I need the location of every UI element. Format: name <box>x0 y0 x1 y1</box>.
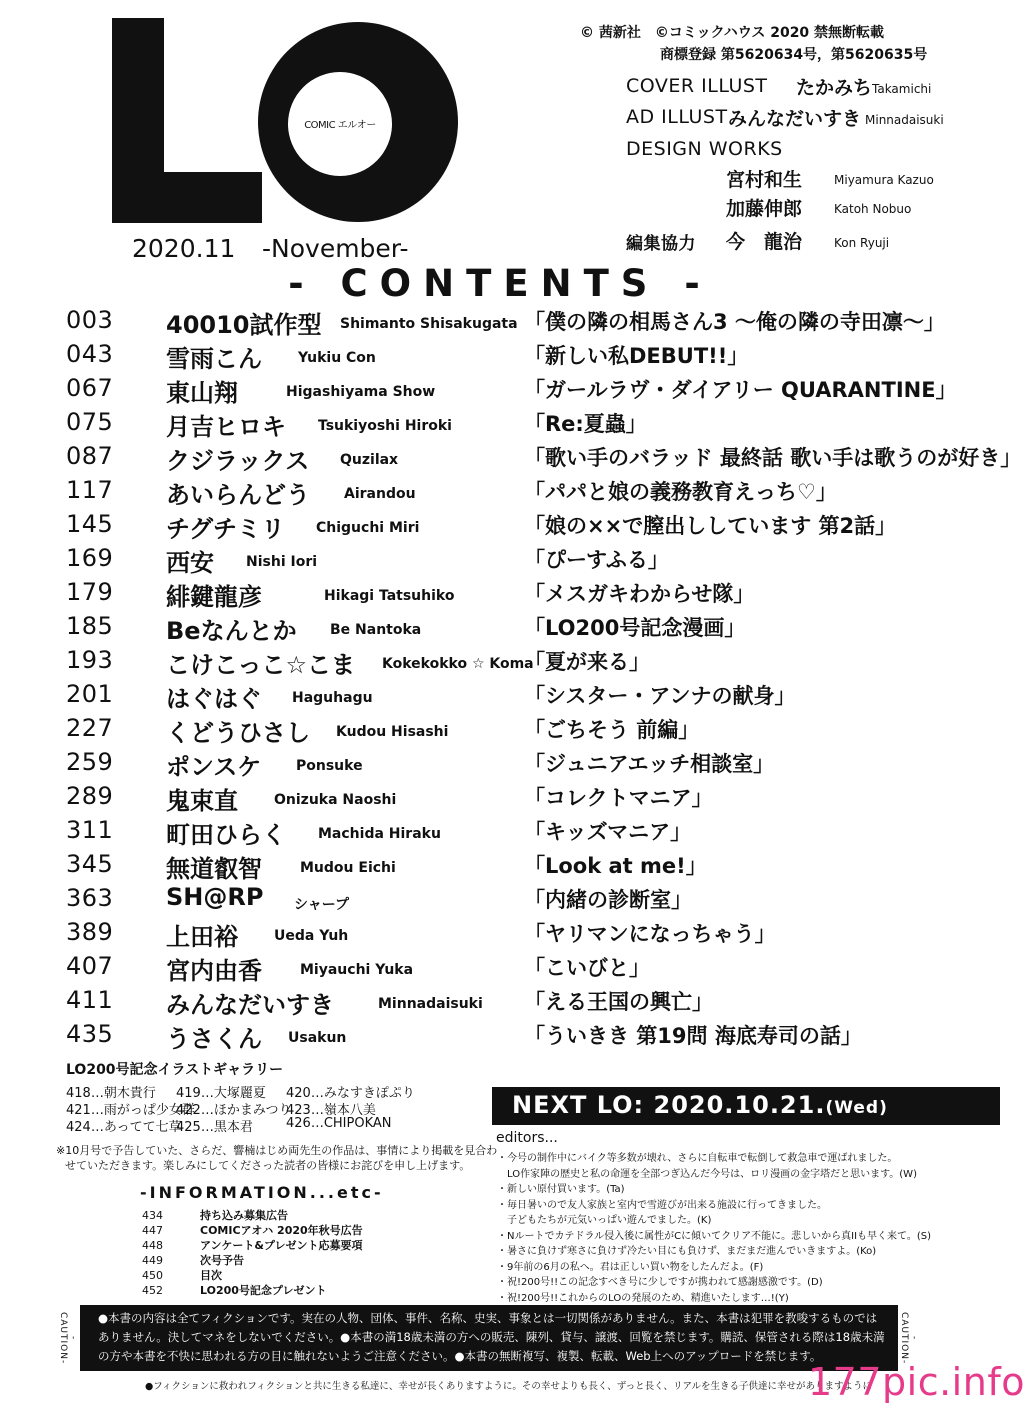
edit-cooperation-label: 編集協力 <box>626 234 696 254</box>
toc-page-number: 311 <box>66 816 114 844</box>
toc-work-title: 「Look at me!」 <box>524 854 707 878</box>
toc-work-title: 「ヤリマンになっちゃう」 <box>524 922 776 946</box>
information-page: 434 <box>142 1209 163 1222</box>
editor-comment-line: ・祝!200号!!これからのLOの発展のため、精進いたします…!(Y) <box>497 1292 789 1304</box>
gallery-item: 418…朝木貴行 <box>66 1086 156 1101</box>
toc-page-number: 075 <box>66 408 114 436</box>
next-issue-banner <box>492 1087 1000 1125</box>
next-issue-text <box>512 1091 888 1119</box>
notice-line-1: ※10月号で予告していた、さらだ、響楠はじめ両先生の作品は、事情により掲載を見合わ <box>56 1144 498 1157</box>
toc-page-number: 201 <box>66 680 114 708</box>
editor-comment-line: ・祝!200号!!この記念すべき号に少しですが携われて感謝感激です。(D) <box>497 1277 823 1288</box>
gallery-item: 421…雨がっぱ少女群 <box>66 1103 195 1118</box>
information-label: 次号予告 <box>200 1254 244 1267</box>
information-item <box>142 1267 222 1283</box>
information-item <box>142 1207 288 1223</box>
toc-page-number: 185 <box>66 612 114 640</box>
information-item <box>142 1252 244 1268</box>
toc-work-title: 「内緒の診断室」 <box>524 888 692 912</box>
toc-work-title: 「キッズマニア」 <box>524 820 692 844</box>
editor-comment-line: ・毎日暑いので友人家族と室内で雪遊びが出来る施設に行ってきました。 <box>497 1199 827 1211</box>
toc-work-title: 「夏が来る」 <box>524 650 650 674</box>
design-romaji-1: Miyamura Kazuo <box>834 173 934 187</box>
toc-author: あいらんどう <box>166 481 310 509</box>
toc-author-romaji: Chiguchi Miri <box>316 520 420 536</box>
toc-row <box>66 306 996 340</box>
toc-author: 緋鍵龍彦 <box>166 583 262 611</box>
toc-work-title: 「ういきき 第19問 海底寿司の話」 <box>524 1024 862 1048</box>
toc-page-number: 003 <box>66 306 114 334</box>
toc-row <box>66 918 996 952</box>
toc-author: クジラックス <box>166 447 310 475</box>
toc-author: くどうひさし <box>166 719 310 747</box>
copyright-line: © 茜新社 ©コミックハウス 2020 禁無断転載 <box>580 25 885 41</box>
toc-page-number: 087 <box>66 442 114 470</box>
toc-row <box>66 748 996 782</box>
toc-author: 鬼束直 <box>166 787 238 815</box>
toc-author: 上田裕 <box>166 923 238 951</box>
toc-work-title: 「メスガキわからせ隊」 <box>524 582 755 606</box>
design-name-1: 宮村和生 <box>726 169 803 191</box>
gallery-item: 422…ほかまみつり <box>176 1103 292 1118</box>
toc-author-romaji: Ueda Yuh <box>274 928 349 944</box>
toc-author-romaji: Nishi Iori <box>246 554 318 570</box>
toc-row <box>66 782 996 816</box>
toc-author-romaji: Machida Hiraku <box>318 826 441 842</box>
toc-author-romaji: Kudou Hisashi <box>336 724 449 740</box>
toc-page-number: 411 <box>66 986 114 1014</box>
toc-row <box>66 816 996 850</box>
ad-illust-label: AD ILLUST <box>626 106 728 128</box>
cover-illust-name: たかみち <box>796 77 873 99</box>
edit-cooperation-name: 今 龍治 <box>726 231 803 253</box>
toc-row <box>66 714 996 748</box>
toc-work-title: 「ジュニアエッチ相談室」 <box>524 752 775 776</box>
toc-work-title: 「Re:夏蟲」 <box>524 412 647 436</box>
gallery-item: 426…CHIPOKAN <box>286 1116 392 1131</box>
toc-page-number: 043 <box>66 340 114 368</box>
toc-author: SH@RP <box>166 883 264 911</box>
toc-author-romaji: Miyauchi Yuka <box>300 962 414 978</box>
toc-page-number: 179 <box>66 578 114 606</box>
toc-author: 雪雨こん <box>166 345 262 373</box>
toc-work-title: 「僕の隣の相馬さん3 ～俺の隣の寺田凛～」 <box>524 310 945 334</box>
toc-work-title: 「新しい私DEBUT!!」 <box>524 344 749 368</box>
toc-row <box>66 986 996 1020</box>
design-name-2: 加藤伸郎 <box>726 198 803 220</box>
toc-author-romaji: Usakun <box>288 1030 347 1046</box>
footer-message: ●フィクションに救われフィクションと共に生きる私達に、幸せが長くありますように。その幸せよりも長く、ずっと長く、リアルを生きる子供達に幸せがありますように <box>145 1381 873 1392</box>
logo-letter-l-foot <box>112 172 262 223</box>
edit-cooperation-romaji: Kon Ryuji <box>834 236 890 250</box>
toc-author: 東山翔 <box>166 379 238 407</box>
toc-page-number: 389 <box>66 918 114 946</box>
toc-author-romaji: シャープ <box>294 897 350 913</box>
information-label: 持ち込み募集広告 <box>200 1209 288 1222</box>
caution-line-1: ●本書の内容は全てフィクションです。実在の人物、団体、事件、名称、史実、事象とは一切関係がありません。また、本書は犯罪を教唆するものでは <box>98 1311 878 1325</box>
caution-line-2: ありません。決してマネをしないでください。●本書の満18歳未満の方への販売、陳列、貸与、譲渡、回覧を禁じます。購読、保管される際は18歳未満 <box>98 1330 885 1344</box>
toc-page-number: 145 <box>66 510 114 538</box>
toc-author: ポンスケ <box>166 753 262 781</box>
toc-page-number: 117 <box>66 476 114 504</box>
toc-row <box>66 476 996 510</box>
information-page: 447 <box>142 1224 163 1237</box>
next-issue-day: (Wed) <box>825 1098 888 1118</box>
gallery-item: 424…あってて七草 <box>66 1120 182 1135</box>
ad-illust-name: みんなだいすき <box>728 108 862 130</box>
toc-author-romaji: Shimanto Shisakugata <box>340 316 518 332</box>
toc-work-title: 「ぴーすふる」 <box>524 548 669 572</box>
toc-page-number: 193 <box>66 646 114 674</box>
toc-work-title: 「歌い手のバラッド 最終話 歌い手は歌うのが好き」 <box>524 446 1022 470</box>
toc-row <box>66 884 996 918</box>
logo-subtitle: COMIC エルオー <box>304 120 376 131</box>
toc-row <box>66 612 996 646</box>
gallery-item: 425…黒本君 <box>176 1120 253 1135</box>
watermark: 177pic.info <box>808 1360 1025 1404</box>
toc-author-romaji: Yukiu Con <box>298 350 376 366</box>
editors-title: editors... <box>496 1130 558 1146</box>
issue-date: 2020.11 <box>132 234 236 263</box>
toc-work-title: 「娘の××で膣出ししています 第2話」 <box>524 514 897 538</box>
editor-comment-line: ・新しい原付買います。(Ta) <box>497 1184 625 1195</box>
gallery-title: LO200号記念イラストギャラリー <box>66 1062 284 1078</box>
toc-work-title: 「LO200号記念漫画」 <box>524 616 746 640</box>
gallery-item: 423…嶺本八美 <box>286 1103 376 1118</box>
next-issue-date: NEXT LO: 2020.10.21. <box>512 1091 826 1119</box>
information-item <box>142 1237 363 1253</box>
toc-page-number: 259 <box>66 748 114 776</box>
editor-comment-line: ・9年前の6月の私へ。君は正しい買い物をしたんだよ。(F) <box>497 1261 764 1273</box>
toc-row <box>66 850 996 884</box>
toc-author-romaji: Hikagi Tatsuhiko <box>324 588 455 604</box>
toc-author: チグチミリ <box>166 515 286 543</box>
toc-work-title: 「ごちそう 前編」 <box>524 718 700 742</box>
design-works-label: DESIGN WORKS <box>626 138 783 160</box>
toc-author: こけこっこ☆こま <box>166 651 356 679</box>
toc-author-romaji: Kokekokko ☆ Koma <box>382 656 534 672</box>
information-page: 448 <box>142 1239 163 1252</box>
information-item <box>142 1282 327 1298</box>
toc-page-number: 169 <box>66 544 114 572</box>
toc-page-number: 227 <box>66 714 114 742</box>
caution-box <box>80 1305 898 1371</box>
cover-illust-romaji: Takamichi <box>872 82 932 96</box>
information-item <box>142 1222 363 1238</box>
toc-row <box>66 510 996 544</box>
toc-author: はぐはぐ <box>166 685 262 713</box>
editor-comment-line: ・暑さに負けず寒さに負けず冷たい目にも負けず、まだまだ進んでいきますよ。(Ko) <box>497 1246 877 1257</box>
ad-illust-romaji: Minnadaisuki <box>865 113 944 127</box>
toc-row <box>66 952 996 986</box>
toc-work-title: 「こいびと」 <box>524 956 650 980</box>
toc-author-romaji: Quzilax <box>340 452 399 468</box>
toc-author: 月吉ヒロキ <box>166 413 286 441</box>
toc-author-romaji: Onizuka Naoshi <box>274 792 397 808</box>
toc-author-romaji: Higashiyama Show <box>286 384 436 400</box>
toc-author: 西安 <box>166 549 214 577</box>
toc-work-title: 「える王国の興亡」 <box>524 990 713 1014</box>
information-page: 449 <box>142 1254 163 1267</box>
toc-author-romaji: Be Nantoka <box>330 622 422 638</box>
toc-author-romaji: Tsukiyoshi Hiroki <box>318 418 452 434</box>
toc-row <box>66 646 996 680</box>
toc-author-romaji: Mudou Eichi <box>300 860 396 876</box>
notice-line-2: せていただきます。楽しみにしてくださった読者の皆様にお詫びを申し上げます。 <box>65 1159 471 1172</box>
toc-author-romaji: Haguhagu <box>292 690 373 706</box>
contents-title: - CONTENTS - <box>288 262 712 305</box>
editor-comment-line: ・今号の制作中にバイク等多数が壊れ、さらに自転車で転倒して救急車で運ばれました。 <box>497 1153 898 1164</box>
issue-month: -November- <box>262 234 409 263</box>
toc-author: 宮内由香 <box>166 957 262 985</box>
toc-page-number: 407 <box>66 952 114 980</box>
toc-work-title: 「パパと娘の義務教育えっち♡」 <box>524 480 837 504</box>
editor-comment-line: LO作家陣の歴史と私の命運を全部つぎ込んだ今号は、ロリ漫画の金字塔だと思います。(W) <box>497 1168 917 1180</box>
cover-illust-label: COVER ILLUST <box>626 75 768 97</box>
toc-author-romaji: Minnadaisuki <box>378 996 483 1012</box>
information-title: -INFORMATION...etc- <box>140 1183 384 1202</box>
toc-work-title: 「コレクトマニア」 <box>524 786 713 810</box>
design-romaji-2: Katoh Nobuo <box>834 202 912 216</box>
information-label: 目次 <box>200 1269 222 1282</box>
toc-row <box>66 340 996 374</box>
toc-page-number: 345 <box>66 850 114 878</box>
toc-page-number: 067 <box>66 374 114 402</box>
editor-comment-line: 子どもたちが元気いっぱい遊んでました。(K) <box>497 1215 712 1226</box>
toc-page-number: 289 <box>66 782 114 810</box>
gallery-item: 420…みなすきぽぷり <box>286 1086 415 1101</box>
information-label: COMICアオハ 2020年秋号広告 <box>200 1224 363 1237</box>
toc-row <box>66 578 996 612</box>
toc-author: 無道叡智 <box>166 855 262 883</box>
toc-row <box>66 680 996 714</box>
toc-row <box>66 1020 996 1054</box>
toc-row <box>66 408 996 442</box>
table-of-contents <box>66 306 1022 1054</box>
trademark-line: 商標登録 第5620634号，第5620635号 <box>660 47 928 63</box>
information-page: 450 <box>142 1269 163 1282</box>
toc-work-title: 「シスター・アンナの献身」 <box>524 684 796 708</box>
toc-work-title: 「ガールラヴ・ダイアリー QUARANTINE」 <box>524 378 957 402</box>
toc-author-romaji: Airandou <box>344 486 416 502</box>
toc-page-number: 363 <box>66 884 114 912</box>
toc-row <box>66 544 996 578</box>
caution-line-3: の方や本書を不快に思われる方の目に触れないようご注意ください。●本書の無断複写、複製、転載、Web上へのアップロードを禁じます。 <box>98 1349 822 1363</box>
toc-row <box>66 442 1022 476</box>
toc-author: うさくん <box>166 1025 262 1053</box>
caution-side-right: -CAUTION- <box>899 1311 919 1365</box>
toc-author: 町田ひらく <box>166 821 286 849</box>
information-page: 452 <box>142 1284 163 1297</box>
editor-comment-line: ・Nルートでカテドラル侵入後に属性がCに傾いてクリア不能に。悲しいから真IIも早く来て。(S) <box>497 1230 932 1242</box>
toc-row <box>66 374 996 408</box>
toc-page-number: 435 <box>66 1020 114 1048</box>
caution-side-left: -CAUTION- <box>58 1311 78 1365</box>
gallery-item: 419…大塚麗夏 <box>176 1086 266 1101</box>
information-label: アンケート&プレゼント応募要項 <box>200 1239 363 1252</box>
information-label: LO200号記念プレゼント <box>200 1284 327 1297</box>
toc-author: Beなんとか <box>166 617 297 645</box>
toc-author: 40010試作型 <box>166 311 322 339</box>
toc-author: みんなだいすき <box>166 991 334 1019</box>
toc-author-romaji: Ponsuke <box>296 758 363 774</box>
